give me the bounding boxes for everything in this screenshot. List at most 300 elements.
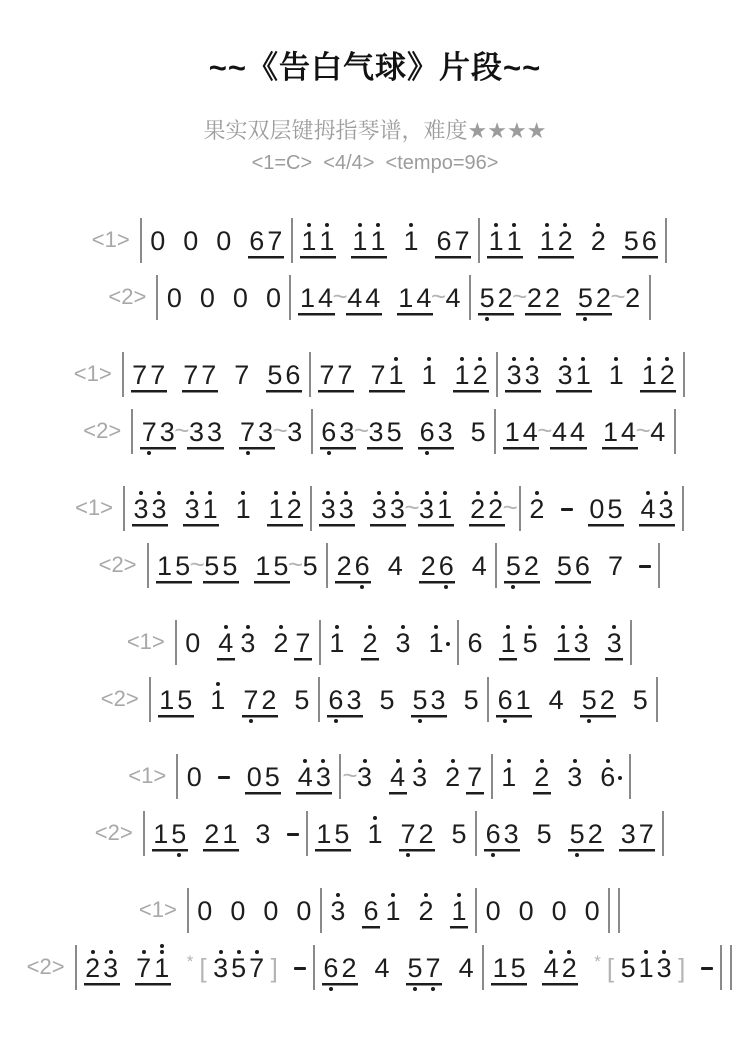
note — [185, 751, 203, 801]
note — [606, 540, 624, 590]
digit: 3 — [103, 953, 119, 983]
note-group-beamed — [254, 540, 290, 590]
note-group — [624, 272, 642, 322]
glyph: * — [186, 951, 194, 971]
glyph: ~ — [189, 549, 205, 579]
note — [470, 540, 488, 590]
barline — [629, 754, 631, 799]
note — [503, 406, 521, 456]
digit: 1 — [268, 494, 284, 524]
beat — [397, 272, 462, 322]
dash-line — [294, 967, 306, 970]
dash-line — [701, 967, 713, 970]
beat — [320, 406, 403, 456]
beat — [599, 751, 622, 801]
glyph — [639, 552, 651, 581]
digit: 6 — [419, 417, 435, 447]
note-group-beamed — [639, 483, 675, 533]
beat — [318, 349, 354, 399]
note — [619, 808, 637, 858]
measure — [472, 272, 648, 322]
note-group-beamed — [435, 215, 471, 265]
note — [560, 942, 578, 992]
note — [176, 674, 194, 724]
note-group — [185, 751, 203, 801]
measure — [146, 808, 305, 858]
glyph: ] — [678, 953, 686, 983]
glyph: [ — [606, 953, 615, 983]
barline — [608, 888, 610, 933]
note-group — [547, 674, 565, 724]
note — [369, 215, 387, 265]
digit: 1 — [301, 226, 317, 256]
note — [655, 942, 673, 992]
digit: 3 — [437, 417, 453, 447]
note — [637, 808, 655, 858]
note-group-beamed — [242, 674, 278, 724]
digit: 4 — [551, 417, 567, 447]
beat — [182, 215, 200, 265]
note-group — [182, 215, 200, 265]
note — [554, 617, 572, 667]
beat — [156, 540, 239, 590]
note-group-beamed — [266, 349, 302, 399]
score-line — [0, 272, 750, 322]
note — [267, 483, 285, 533]
digit: 1 — [210, 685, 226, 715]
beat — [254, 540, 319, 590]
barline — [469, 275, 471, 320]
barline — [682, 486, 684, 531]
measure — [322, 617, 456, 667]
bracket-open — [606, 942, 615, 992]
digit: 5 — [273, 551, 289, 581]
barline — [309, 352, 311, 397]
note — [272, 617, 290, 667]
note — [580, 674, 598, 724]
note — [198, 272, 216, 322]
beat — [239, 406, 304, 456]
beat — [500, 751, 518, 801]
beat — [361, 617, 379, 667]
measure — [134, 406, 310, 456]
measure — [499, 349, 682, 399]
bottom-octave-dots — [444, 581, 448, 590]
note-group — [566, 751, 584, 801]
note-group — [402, 215, 420, 265]
digit: 6 — [363, 896, 379, 926]
note — [328, 617, 346, 667]
note — [132, 483, 150, 533]
digit: 3 — [567, 762, 583, 792]
note — [351, 215, 369, 265]
beat — [593, 942, 686, 992]
note-group-beamed — [183, 483, 219, 533]
beat — [370, 483, 453, 533]
note-group-beamed — [499, 617, 517, 667]
digit: 1 — [388, 360, 404, 390]
note-group — [394, 617, 412, 667]
note — [366, 808, 384, 858]
digit: 1 — [255, 551, 271, 581]
measure — [329, 540, 494, 590]
note — [469, 483, 487, 533]
page-title: ~~《告白气球》片段~~ — [208, 50, 542, 85]
digit: 5 — [505, 551, 521, 581]
beat — [84, 942, 120, 992]
digit: 0 — [197, 896, 213, 926]
beat — [450, 885, 468, 935]
note-group-beamed — [182, 349, 218, 399]
note-group — [184, 617, 202, 667]
beat — [266, 349, 302, 399]
note — [547, 674, 565, 724]
digit: 5 — [577, 283, 593, 313]
barline — [123, 486, 125, 531]
digit: 5 — [204, 551, 220, 581]
measure — [485, 942, 719, 992]
note — [322, 942, 340, 992]
bottom-octave-dots — [327, 447, 331, 456]
digit: 3 — [503, 819, 519, 849]
digit: 5 — [267, 360, 283, 390]
digit: 3 — [338, 494, 354, 524]
beat — [203, 808, 239, 858]
digit: 7 — [136, 953, 152, 983]
beat — [622, 215, 658, 265]
digit: 7 — [243, 685, 259, 715]
beat — [296, 751, 332, 801]
digit: 3 — [159, 417, 175, 447]
digit: 2 — [526, 283, 542, 313]
note-group — [599, 751, 622, 801]
note-group-beamed — [315, 808, 351, 858]
note-group — [517, 885, 535, 935]
note — [658, 349, 676, 399]
beat — [152, 808, 188, 858]
note — [152, 808, 170, 858]
measure — [292, 272, 468, 322]
digit: 2 — [204, 819, 220, 849]
note — [427, 617, 445, 667]
glyph — [701, 954, 713, 983]
barline — [494, 409, 496, 454]
digit: 1 — [329, 628, 345, 658]
note — [345, 674, 363, 724]
note — [538, 215, 556, 265]
glyph — [561, 495, 573, 524]
beat — [149, 215, 167, 265]
note-group-beamed — [152, 808, 188, 858]
duration-dash — [639, 540, 651, 590]
digit: 4 — [650, 417, 666, 447]
note — [156, 540, 174, 590]
glyph: ~ — [332, 281, 348, 311]
digit: 1 — [316, 819, 332, 849]
digit: 2 — [497, 283, 513, 313]
digit: 1 — [154, 953, 170, 983]
beat — [389, 751, 429, 801]
bottom-octave-dots — [246, 447, 250, 456]
beat — [217, 617, 257, 667]
digit: 6 — [438, 551, 454, 581]
note-group-beamed — [568, 808, 604, 858]
note-group-beamed — [335, 540, 371, 590]
digit: 0 — [296, 896, 312, 926]
note-group-beamed — [135, 942, 171, 992]
measure — [497, 406, 673, 456]
note-group-beamed — [322, 942, 358, 992]
dash-line — [639, 565, 651, 568]
barline — [339, 754, 341, 799]
note — [417, 885, 435, 935]
digit: 2 — [445, 762, 461, 792]
digit: 3 — [371, 494, 387, 524]
beat — [267, 483, 303, 533]
measure — [126, 483, 309, 533]
score-line — [0, 674, 750, 724]
digit: 1 — [385, 896, 401, 926]
digit: 7 — [150, 360, 166, 390]
digit: 2 — [418, 819, 434, 849]
note — [183, 483, 201, 533]
note — [514, 674, 532, 724]
beat — [457, 942, 475, 992]
note-group-beamed — [346, 272, 382, 322]
digit: 7 — [607, 551, 623, 581]
note-group — [239, 617, 257, 667]
digit: 5 — [623, 226, 639, 256]
beat — [366, 808, 384, 858]
digit: 2 — [590, 226, 606, 256]
beat — [234, 483, 252, 533]
note — [505, 215, 523, 265]
digit: 7 — [201, 360, 217, 390]
system — [0, 751, 750, 858]
glyph: ~ — [287, 549, 304, 579]
note — [466, 617, 484, 667]
note — [318, 349, 336, 399]
note-group-beamed — [556, 349, 592, 399]
note-group — [264, 272, 282, 322]
note-group — [293, 674, 311, 724]
digit: 1 — [159, 685, 175, 715]
note — [300, 215, 318, 265]
note — [373, 942, 391, 992]
barline — [318, 677, 320, 722]
beat — [209, 674, 227, 724]
digit: 2 — [341, 953, 357, 983]
beat — [287, 808, 299, 858]
digit: 3 — [213, 953, 229, 983]
note — [574, 349, 592, 399]
note-group-beamed — [640, 349, 676, 399]
note-group — [149, 215, 167, 265]
bottom-octave-dots — [334, 715, 338, 724]
octave-dot-low — [583, 317, 587, 321]
note — [285, 483, 303, 533]
measure — [294, 215, 477, 265]
note — [420, 349, 438, 399]
note — [406, 942, 424, 992]
beat — [496, 674, 532, 724]
note — [254, 540, 272, 590]
glyph: * — [594, 951, 601, 971]
beat — [378, 674, 396, 724]
note-group — [196, 885, 214, 935]
digit: 5 — [607, 494, 623, 524]
glyph — [287, 820, 299, 849]
note — [385, 406, 403, 456]
digit: 5 — [556, 551, 572, 581]
measure — [481, 215, 664, 265]
note — [337, 483, 355, 533]
measure — [78, 942, 312, 992]
note — [640, 215, 658, 265]
note — [229, 885, 247, 935]
note-group-beamed — [406, 942, 442, 992]
digit: 3 — [184, 494, 200, 524]
beat — [131, 349, 167, 399]
note — [340, 942, 358, 992]
note-group — [631, 674, 649, 724]
digit: 4 — [548, 685, 564, 715]
beat — [233, 349, 251, 399]
measure — [312, 349, 495, 399]
digit: 3 — [620, 819, 636, 849]
note — [158, 674, 176, 724]
note — [149, 215, 167, 265]
digit: 3 — [315, 762, 331, 792]
note — [411, 751, 429, 801]
note — [140, 406, 158, 456]
beat — [245, 751, 281, 801]
digit: 1 — [638, 953, 654, 983]
score-line — [0, 406, 750, 456]
note — [262, 885, 280, 935]
beat — [499, 617, 539, 667]
note-group — [386, 540, 404, 590]
note-group-beamed — [450, 885, 468, 935]
barline — [491, 754, 493, 799]
digit: 1 — [202, 494, 218, 524]
note — [411, 674, 429, 724]
note-group — [528, 483, 546, 533]
note — [649, 406, 667, 456]
beat — [335, 540, 371, 590]
digit: 6 — [497, 685, 513, 715]
measure — [152, 674, 317, 724]
barline — [478, 218, 480, 263]
digit: 1 — [367, 819, 383, 849]
note — [294, 617, 312, 667]
digit: 4 — [297, 762, 313, 792]
score — [0, 215, 750, 992]
digit: 2 — [625, 283, 641, 313]
measure — [478, 808, 661, 858]
digit: 0 — [584, 896, 600, 926]
score-line — [0, 215, 750, 265]
duration-dash — [294, 942, 306, 992]
asterisk-mark — [593, 942, 602, 992]
note-group — [469, 406, 487, 456]
digit: 3 — [658, 494, 674, 524]
glyph — [618, 763, 622, 792]
beat — [640, 349, 676, 399]
measure — [342, 751, 489, 801]
note — [453, 349, 471, 399]
digit: 0 — [150, 226, 166, 256]
note — [245, 751, 263, 801]
octave-dot-low — [246, 451, 250, 455]
note — [205, 406, 223, 456]
digit: 5 — [171, 819, 187, 849]
duration-dash — [218, 751, 230, 801]
score-line — [0, 808, 750, 858]
note — [135, 942, 153, 992]
measure — [522, 483, 681, 533]
digit: 4 — [347, 283, 363, 313]
note — [517, 885, 535, 935]
measure — [125, 349, 308, 399]
note-group-beamed — [351, 215, 387, 265]
note — [233, 349, 251, 399]
beat — [505, 349, 541, 399]
note — [435, 215, 453, 265]
note-group-beamed — [239, 406, 275, 456]
note-group-beamed — [294, 617, 312, 667]
digit: 0 — [183, 226, 199, 256]
note — [419, 540, 437, 590]
digit: 1 — [153, 819, 169, 849]
octave-dot-low — [334, 719, 338, 723]
digit: 2 — [523, 551, 539, 581]
note-group — [583, 885, 601, 935]
note — [598, 674, 616, 724]
note — [471, 349, 489, 399]
beat — [420, 349, 438, 399]
digit: 2 — [534, 762, 550, 792]
bottom-octave-dots — [329, 983, 333, 992]
note — [102, 942, 120, 992]
beat — [394, 617, 412, 667]
octave-dot-low — [329, 987, 333, 991]
beat — [478, 272, 561, 322]
note-group — [427, 617, 450, 667]
note-group-beamed — [369, 349, 405, 399]
note — [528, 483, 546, 533]
note-group-beamed — [580, 674, 616, 724]
glyph: ~ — [174, 415, 190, 445]
note — [153, 942, 171, 992]
glyph: ~ — [635, 415, 651, 445]
dash-line — [561, 508, 573, 511]
system — [0, 885, 750, 992]
digit: 1 — [403, 226, 419, 256]
digit: 4 — [374, 953, 390, 983]
digit: 4 — [522, 417, 538, 447]
note-group-beamed — [217, 617, 235, 667]
note-group-beamed — [605, 617, 623, 667]
note — [466, 751, 484, 801]
digit: 3 — [557, 360, 573, 390]
beat — [369, 349, 405, 399]
voice-label: <2> — [83, 418, 122, 443]
beat — [503, 406, 586, 456]
digit: 7 — [319, 360, 335, 390]
digit: 6 — [323, 953, 339, 983]
beat — [588, 483, 624, 533]
